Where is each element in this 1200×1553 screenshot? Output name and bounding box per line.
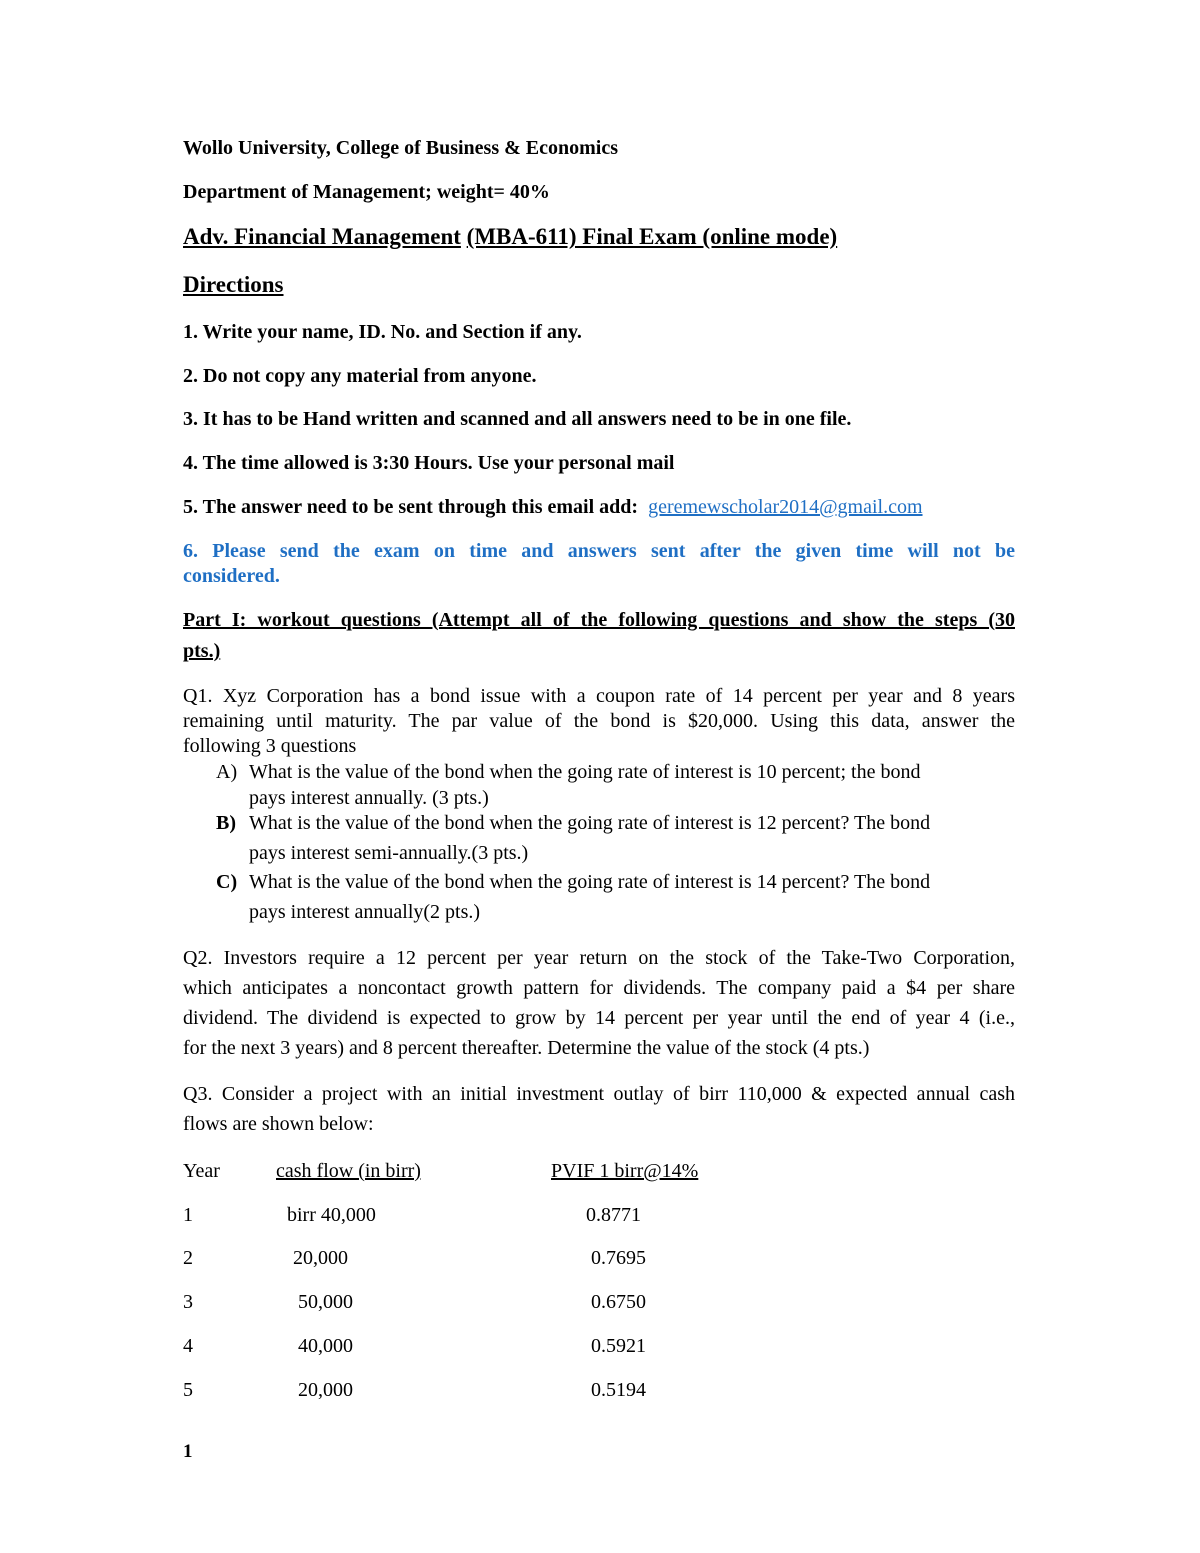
q3-line2: flows are shown below: — [183, 1113, 374, 1135]
q1-line1: Q1. Xyz Corporation has a bond issue with a coupon rate of 14 percent per year and 8 years — [183, 685, 1015, 707]
part1-heading-line1: Part I: workout questions (Attempt all of the following questions and show the steps (30 — [183, 609, 1015, 631]
q1b-line1: What is the value of the bond when the going rate of interest is 12 percent? The bond — [249, 812, 931, 834]
table-cell-cash-flow: birr 40,000 — [287, 1204, 376, 1226]
q2-line1: Q2. Investors require a 12 percent per year return on the stock of the Take-Two Corporation, — [183, 947, 1015, 969]
exam-title — [183, 225, 837, 248]
table-cell-year: 4 — [183, 1335, 193, 1357]
q1c-line1: What is the value of the bond when the going rate of interest is 14 percent? The bond — [249, 871, 931, 893]
direction-item-5 — [183, 497, 923, 517]
table-cell-pvif: 0.5194 — [591, 1379, 646, 1401]
page-number: 1 — [183, 1441, 193, 1462]
email-link[interactable]: geremewscholar2014@gmail.com — [648, 496, 923, 518]
table-header-cash-flow: cash flow (in birr) — [276, 1160, 421, 1182]
direction-item-5-text: 5. The answer need to be sent through this email add: — [183, 496, 639, 518]
direction-item-6-line2: considered. — [183, 565, 280, 587]
q1a-label: A) — [216, 761, 238, 783]
q2-line4: for the next 3 years) and 8 percent thereafter. Determine the value of the stock (4 pts.) — [183, 1037, 870, 1059]
direction-item-4: 4. The time allowed is 3:30 Hours. Use your personal mail — [183, 452, 675, 474]
table-cell-pvif: 0.8771 — [586, 1204, 641, 1226]
table-cell-year: 2 — [183, 1247, 193, 1269]
q1b-label: B) — [216, 812, 236, 834]
table-cell-year: 1 — [183, 1204, 193, 1226]
table-header-year: Year — [183, 1160, 220, 1182]
q1a-line2: pays interest annually. (3 pts.) — [249, 787, 489, 809]
part1-heading-line2: pts.) — [183, 640, 221, 662]
table-cell-cash-flow: 20,000 — [293, 1247, 348, 1269]
department-line: Department of Management; weight= 40% — [183, 181, 550, 203]
direction-item-1: 1. Write your name, ID. No. and Section if any. — [183, 321, 582, 343]
direction-item-6-line1: 6. Please send the exam on time and answers sent after the given time will not be — [183, 540, 1015, 562]
q1c-line2: pays interest annually(2 pts.) — [249, 901, 481, 923]
table-cell-pvif: 0.6750 — [591, 1291, 646, 1313]
table-cell-cash-flow: 50,000 — [298, 1291, 353, 1313]
title-code: (MBA-611) Final Exam (online mode) — [466, 224, 838, 249]
q2-line2: which anticipates a noncontact growth pattern for dividends. The company paid a $4 per share — [183, 977, 1015, 999]
q3-line1: Q3. Consider a project with an initial investment outlay of birr 110,000 & expected annual cash — [183, 1083, 1015, 1105]
table-cell-pvif: 0.7695 — [591, 1247, 646, 1269]
table-cell-cash-flow: 40,000 — [298, 1335, 353, 1357]
q1-line3: following 3 questions — [183, 735, 357, 757]
university-line: Wollo University, College of Business & Economics — [183, 137, 618, 159]
q1-line2: remaining until maturity. The par value of the bond is $20,000. Using this data, answer the — [183, 710, 1015, 732]
q1c-label: C) — [216, 871, 238, 893]
table-header-pvif: PVIF 1 birr@14% — [551, 1160, 699, 1182]
table-cell-year: 5 — [183, 1379, 193, 1401]
q1b-line2: pays interest semi-annually.(3 pts.) — [249, 842, 529, 864]
direction-item-2: 2. Do not copy any material from anyone. — [183, 365, 537, 387]
table-cell-year: 3 — [183, 1291, 193, 1313]
q1a-line1: What is the value of the bond when the going rate of interest is 10 percent; the bond — [249, 761, 921, 783]
title-course: Adv. Financial Management — [183, 224, 461, 249]
table-cell-pvif: 0.5921 — [591, 1335, 646, 1357]
q2-line3: dividend. The dividend is expected to grow by 14 percent per year until the end of year 4 (i.e., — [183, 1007, 1015, 1029]
directions-heading: Directions — [183, 272, 284, 297]
direction-item-3: 3. It has to be Hand written and scanned and all answers need to be in one file. — [183, 408, 852, 430]
table-cell-cash-flow: 20,000 — [298, 1379, 353, 1401]
